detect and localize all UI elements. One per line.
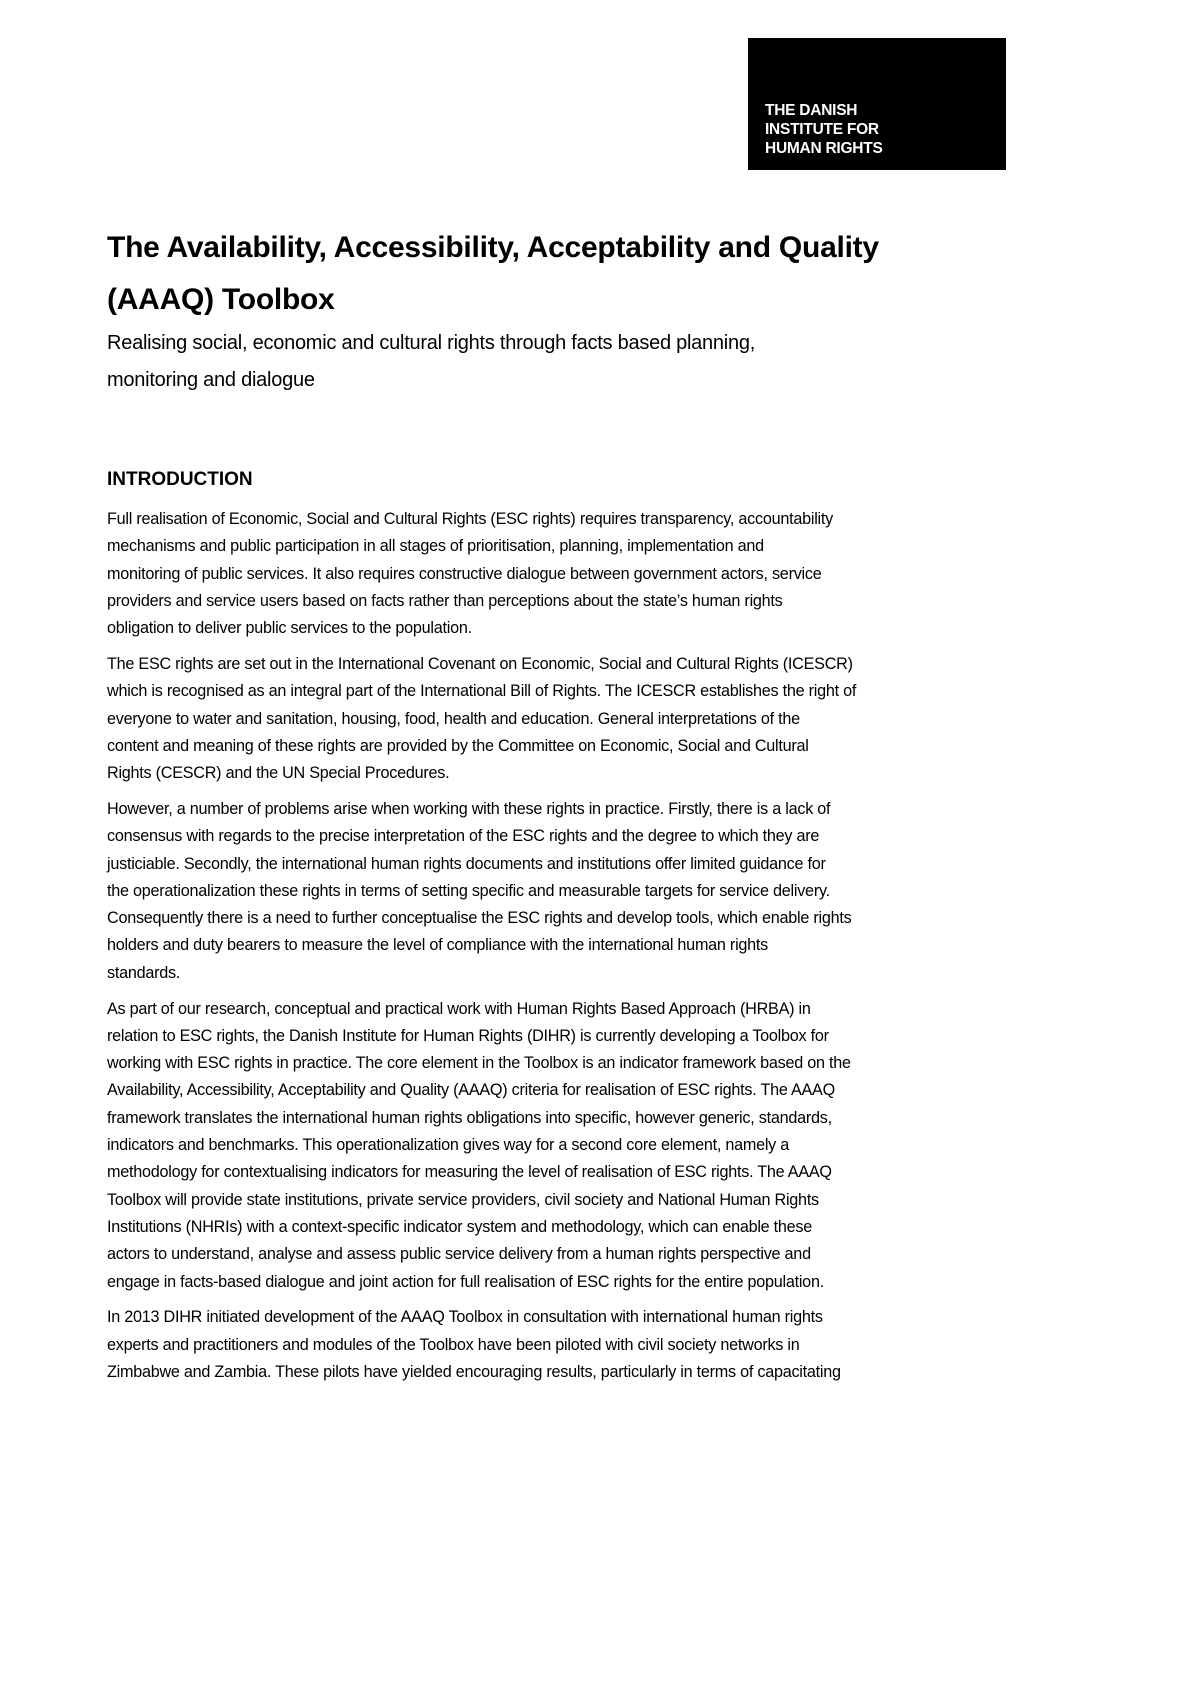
subtitle-line: monitoring and dialogue [107, 369, 315, 391]
paragraph-line: Consequently there is a need to further conceptualise the ESC rights and develop tools, which enable rights [107, 909, 852, 928]
paragraph-line: methodology for contextualising indicators for measuring the level of realisation of ESC rights. The AAAQ [107, 1163, 832, 1182]
paragraph-line: mechanisms and public participation in all stages of prioritisation, planning, implementation and [107, 537, 764, 556]
title-line: (AAAQ) Toolbox [107, 283, 335, 316]
paragraph-line: consensus with regards to the precise interpretation of the ESC rights and the degree to which they are [107, 827, 820, 846]
logo-line: HUMAN RIGHTS [765, 140, 883, 157]
paragraph-line: indicators and benchmarks. This operationalization gives way for a second core element, namely a [107, 1136, 790, 1155]
paragraph [107, 651, 1107, 787]
paragraph-line: obligation to deliver public services to the population. [107, 619, 472, 638]
paragraph-line: Zimbabwe and Zambia. These pilots have yielded encouraging results, particularly in terms of capacitating [107, 1362, 841, 1381]
paragraph-line: The ESC rights are set out in the International Covenant on Economic, Social and Cultural Rights (ICESCR) [107, 654, 853, 673]
paragraph-line: Availability, Accessibility, Acceptability and Quality (AAAQ) criteria for realisation of ESC rights. The AAAQ [107, 1081, 835, 1100]
paragraph [107, 796, 1107, 987]
paragraph-line: justiciable. Secondly, the international human rights documents and institutions offer limited guidance for [107, 854, 826, 873]
paragraph-line: engage in facts-based dialogue and joint action for full realisation of ESC rights for the entire population. [107, 1272, 824, 1291]
paragraph [107, 996, 1107, 1296]
body-text [107, 506, 1107, 1395]
logo-line: INSTITUTE FOR [765, 121, 879, 138]
paragraph-line: holders and duty bearers to measure the level of compliance with the international human rights [107, 936, 769, 955]
document-title [107, 222, 879, 326]
paragraph-line: actors to understand, analyse and assess public service delivery from a human rights perspective and [107, 1245, 811, 1264]
paragraph-line: the operationalization these rights in terms of setting specific and measurable targets for service delivery. [107, 881, 830, 900]
paragraph-line: Full realisation of Economic, Social and Cultural Rights (ESC rights) requires transparency, accountability [107, 510, 833, 528]
paragraph [107, 506, 1107, 642]
paragraph-line: Institutions (NHRIs) with a context-specific indicator system and methodology, which can enable these [107, 1217, 813, 1236]
paragraph-line: As part of our research, conceptual and practical work with Human Rights Based Approach (HRBA) in [107, 999, 811, 1018]
paragraph-line: framework translates the international human rights obligations into specific, however generic, standards, [107, 1108, 832, 1127]
paragraph-line: providers and service users based on facts rather than perceptions about the state’s human rights [107, 591, 783, 610]
paragraph-line: monitoring of public services. It also requires constructive dialogue between government actors, service [107, 564, 822, 583]
paragraph-line: However, a number of problems arise when working with these rights in practice. Firstly, there is a lack of [107, 799, 831, 818]
title-line: The Availability, Accessibility, Acceptability and Quality [107, 231, 879, 264]
danish-institute-logo [748, 38, 1006, 170]
paragraph-line: standards. [107, 963, 181, 982]
section-heading: INTRODUCTION [107, 469, 253, 490]
paragraph [107, 1304, 1107, 1386]
document-subtitle [107, 325, 755, 399]
paragraph-line: Rights (CESCR) and the UN Special Procedures. [107, 764, 450, 783]
logo-line: THE DANISH [765, 102, 858, 119]
paragraph-line: experts and practitioners and modules of the Toolbox have been piloted with civil society networks in [107, 1335, 800, 1354]
paragraph-line: which is recognised as an integral part of the International Bill of Rights. The ICESCR establishes the right of [107, 682, 857, 701]
paragraph-line: Toolbox will provide state institutions, private service providers, civil society and National Human Rights [107, 1190, 819, 1209]
paragraph-line: In 2013 DIHR initiated development of the AAAQ Toolbox in consultation with international human rights [107, 1308, 823, 1327]
subtitle-line: Realising social, economic and cultural rights through facts based planning, [107, 332, 756, 354]
paragraph-line: content and meaning of these rights are provided by the Committee on Economic, Social and Cultural [107, 736, 809, 755]
paragraph-line: relation to ESC rights, the Danish Institute for Human Rights (DIHR) is currently developing a Toolbox for [107, 1026, 829, 1045]
paragraph-line: everyone to water and sanitation, housing, food, health and education. General interpretations of the [107, 709, 800, 728]
paragraph-line: working with ESC rights in practice. The core element in the Toolbox is an indicator framework based on the [107, 1054, 851, 1073]
